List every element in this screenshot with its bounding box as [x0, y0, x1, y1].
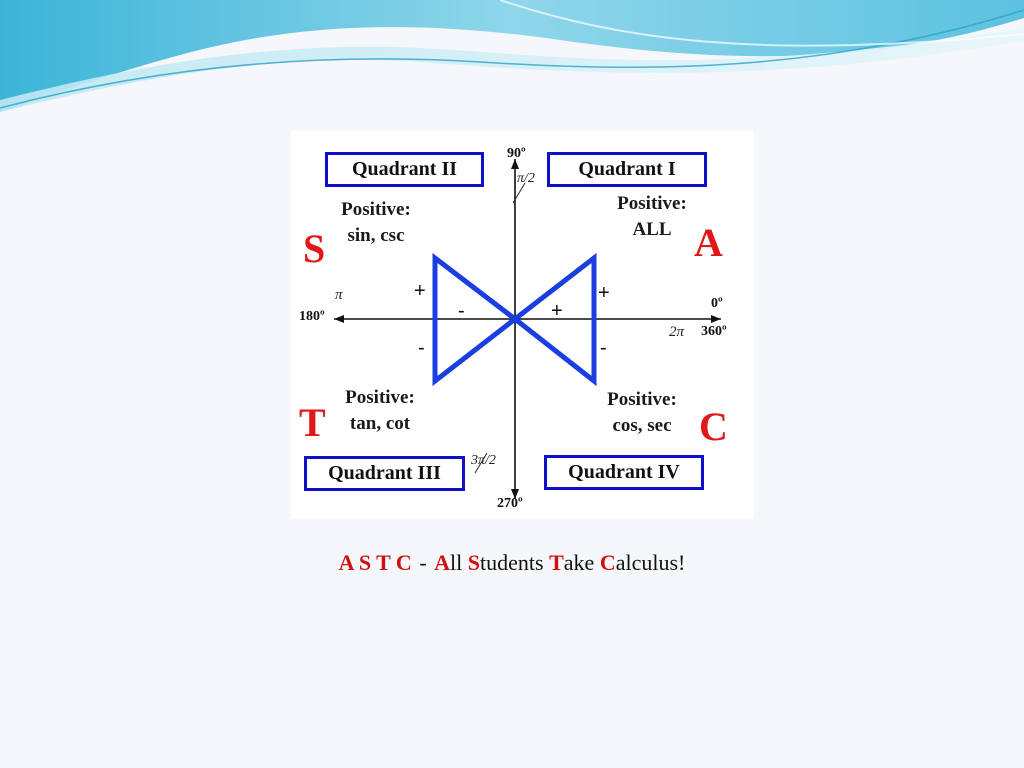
header-wave-banner	[0, 0, 1024, 130]
x-axis-right-arrow	[711, 315, 721, 323]
astc-quadrant-diagram	[291, 131, 754, 519]
caption-word-take-initial: T	[549, 550, 564, 575]
quadrant-ii-positive	[321, 197, 431, 249]
letter-a: A	[694, 220, 723, 265]
quadrant-iii-functions: tan, cot	[349, 413, 411, 434]
caption-word-students-initial: S	[467, 550, 481, 575]
caption-word-students	[468, 550, 544, 575]
angle-360-deg: 360º	[701, 324, 727, 339]
sign-plus-q2: +	[414, 280, 426, 302]
quadrant-iv-functions: cos, sec	[612, 415, 672, 436]
caption-word-take	[549, 550, 594, 575]
quadrant-iv-label: Quadrant IV	[544, 455, 704, 490]
quadrant-iii-positive-heading: Positive:	[345, 387, 415, 408]
quadrant-iv-positive-heading: Positive:	[607, 389, 677, 410]
angle-pi-over-2-text: π/2	[517, 171, 535, 186]
angle-3pi-over-2: 3π/2	[471, 453, 496, 468]
letter-t: T	[299, 400, 326, 445]
angle-180-deg: 180º	[299, 309, 325, 324]
angle-pi: π	[335, 287, 343, 303]
sign-minus-q2: -	[458, 300, 465, 322]
caption-word-all-initial: A	[434, 550, 451, 575]
sign-minus-q4: -	[600, 337, 607, 359]
sign-minus-q3: -	[418, 337, 425, 359]
quadrant-i-positive-heading: Positive:	[617, 193, 687, 214]
angle-2pi: 2π	[669, 324, 685, 340]
sign-plus-q1-inner: +	[551, 300, 563, 322]
angle-0-deg: 0º	[711, 296, 723, 311]
angle-90-deg: 90º	[507, 146, 526, 161]
quadrant-i-label: Quadrant I	[547, 152, 707, 187]
astc-mnemonic-caption	[0, 550, 1024, 576]
caption-word-all	[434, 550, 462, 575]
quadrant-i-positive	[597, 191, 707, 243]
x-axis-left-arrow	[334, 315, 344, 323]
quadrant-iv-positive	[587, 387, 697, 439]
quadrant-ii-label: Quadrant II	[325, 152, 484, 187]
quadrant-iii-positive	[325, 385, 435, 437]
caption-word-calculus	[600, 550, 686, 575]
angle-pi-over-2	[517, 171, 535, 187]
caption-word-students-rest: tudents	[480, 550, 544, 575]
quadrant-iii-label: Quadrant III	[304, 456, 465, 491]
quadrant-i-functions: ALL	[632, 219, 672, 240]
letter-c: C	[699, 404, 728, 449]
caption-letters: A S T C	[338, 550, 412, 575]
angle-270-deg: 270º	[497, 496, 523, 511]
caption-dash: -	[419, 550, 427, 575]
quadrant-ii-positive-heading: Positive:	[341, 199, 411, 220]
caption-word-calculus-initial: C	[599, 550, 616, 575]
caption-word-take-rest: ake	[563, 550, 595, 575]
letter-s: S	[303, 226, 326, 271]
sign-plus-q1: +	[598, 282, 610, 304]
caption-word-all-rest: ll	[450, 550, 463, 575]
caption-word-calculus-rest: alculus!	[615, 550, 686, 575]
quadrant-ii-functions: sin, csc	[347, 225, 405, 246]
